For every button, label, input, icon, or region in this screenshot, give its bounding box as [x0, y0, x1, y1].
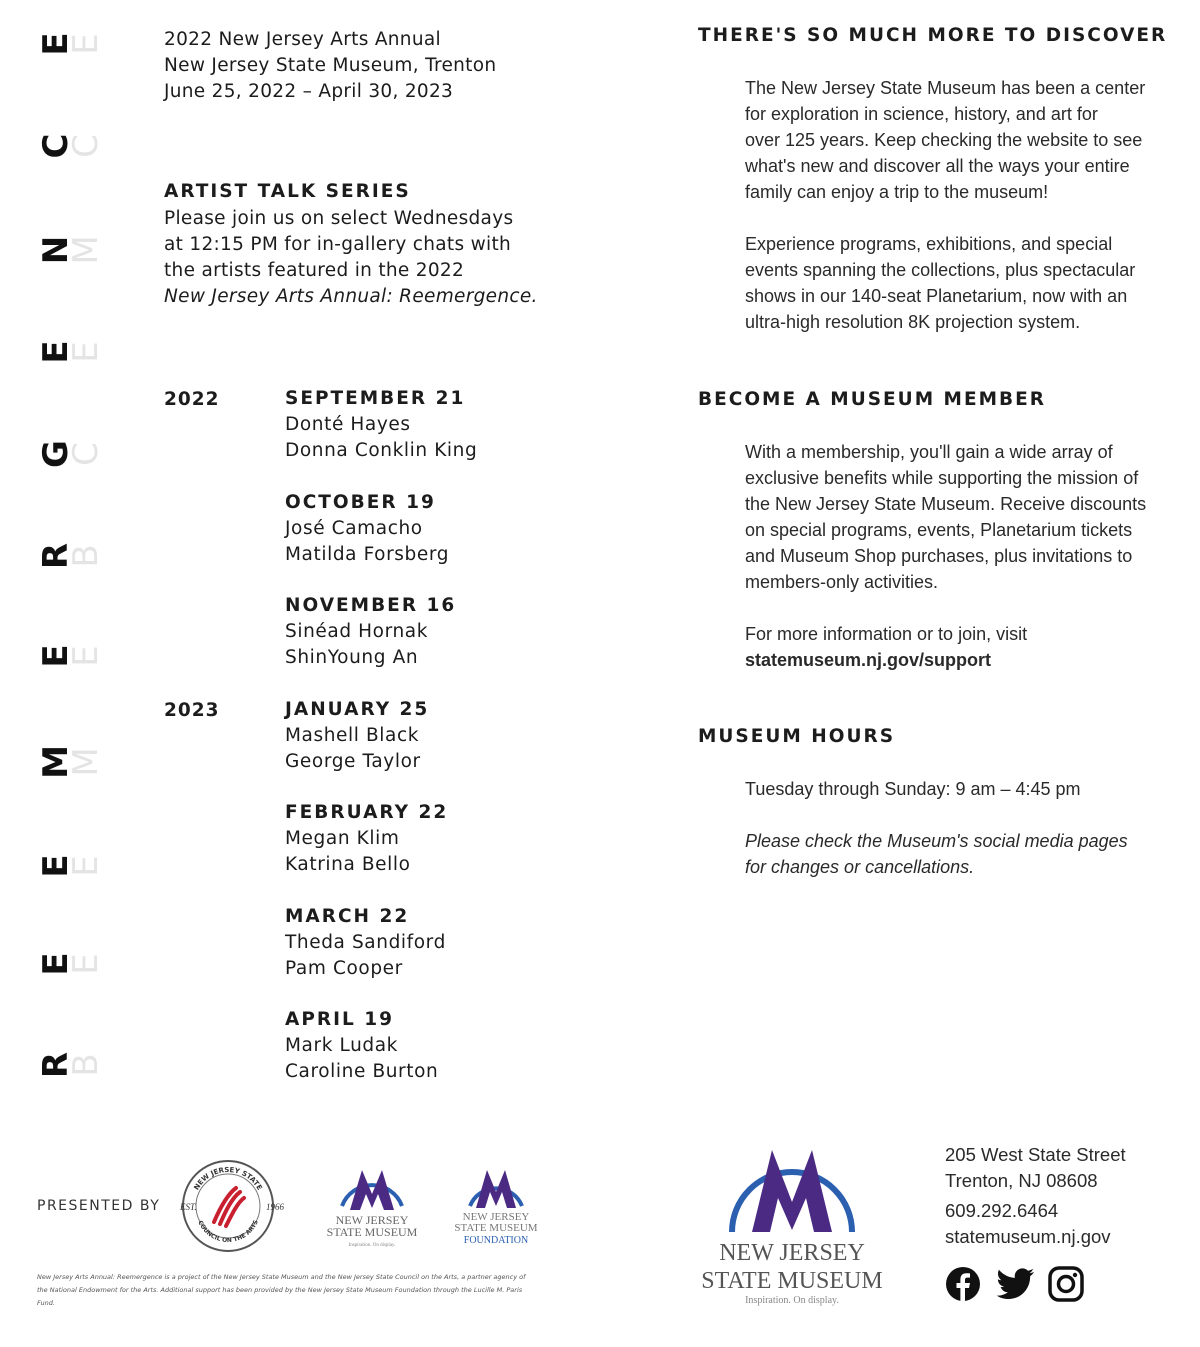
svg-text:NEW JERSEY: NEW JERSEY — [335, 1213, 409, 1227]
hours-text: Tuesday through Sunday: 9 am – 4:45 pm — [745, 779, 1081, 799]
text-line: for changes or cancellations. — [745, 857, 975, 877]
title-letter: E E — [36, 32, 106, 56]
discover-heading: THERE'S SO MUCH MORE TO DISCOVER — [698, 25, 1168, 46]
session-date: JANUARY 25 — [285, 699, 430, 720]
instagram-icon[interactable] — [1048, 1266, 1084, 1302]
council-on-the-arts-logo — [180, 1158, 290, 1254]
svg-text:STATE MUSEUM: STATE MUSEUM — [326, 1225, 418, 1239]
exhibition-dates: June 25, 2022 – April 30, 2023 — [164, 81, 454, 102]
text-line: Please check the Museum's social media pages — [745, 831, 1128, 851]
website-link[interactable]: statemuseum.nj.gov — [945, 1226, 1111, 1247]
session-date: MARCH 22 — [285, 906, 410, 927]
talk-session — [285, 800, 448, 878]
member-info — [745, 621, 1185, 673]
artist-name: George Taylor — [285, 751, 421, 772]
artist-name: Megan Klim — [285, 828, 400, 849]
city-address: Trenton, NJ 08608 — [945, 1170, 1098, 1191]
session-date: FEBRUARY 22 — [285, 802, 449, 823]
facebook-icon[interactable] — [945, 1266, 981, 1302]
nj-state-museum-logo-small — [320, 1164, 424, 1250]
exhibition-venue: New Jersey State Museum, Trenton — [164, 55, 497, 76]
text-line: shows in our 140-seat Planetarium, now with an — [745, 286, 1128, 306]
talk-session — [285, 593, 456, 671]
text-line: With a membership, you'll gain a wide array of — [745, 442, 1113, 462]
talk-session — [285, 386, 477, 464]
text-line: exclusive benefits while supporting the mission of — [745, 468, 1139, 488]
artist-talk-description — [164, 206, 538, 310]
title-letter: M M — [36, 745, 106, 779]
title-letter: E E — [36, 340, 106, 364]
talk-session — [285, 490, 449, 568]
year-label: 2023 — [164, 700, 220, 721]
svg-text:NEW JERSEY: NEW JERSEY — [719, 1240, 865, 1266]
text-line: on special programs, events, Planetarium tickets — [745, 520, 1133, 540]
talk-session — [285, 697, 429, 775]
svg-text:STATE MUSEUM: STATE MUSEUM — [454, 1222, 538, 1234]
hours-heading: MUSEUM HOURS — [698, 726, 896, 747]
svg-text:STATE MUSEUM: STATE MUSEUM — [701, 1268, 883, 1294]
artist-name: Mashell Black — [285, 725, 420, 746]
talk-session — [285, 1007, 438, 1085]
title-letter: G C — [36, 440, 106, 468]
description-line: at 12:15 PM for in-gallery chats with — [164, 234, 512, 255]
text-line: what's new and discover all the ways your entire — [745, 156, 1130, 176]
member-heading: BECOME A MUSEUM MEMBER — [698, 389, 1046, 410]
text-line: family can enjoy a trip to the museum! — [745, 182, 1049, 202]
hours-note — [745, 828, 1185, 880]
svg-text:NEW JERSEY: NEW JERSEY — [462, 1211, 530, 1223]
artist-name: Donté Hayes — [285, 414, 411, 435]
title-letter: R B — [36, 542, 106, 570]
artist-name: ShinYoung An — [285, 647, 419, 668]
text-line: over 125 years. Keep checking the website to see — [745, 130, 1143, 150]
support-link[interactable]: statemuseum.nj.gov/support — [745, 650, 992, 670]
svg-text:Inspiration. On display.: Inspiration. On display. — [745, 1295, 839, 1306]
text-line: ultra-high resolution 8K projection system. — [745, 312, 1081, 332]
text-line: The New Jersey State Museum has been a center — [745, 78, 1146, 98]
text-line: Experience programs, exhibitions, and special — [745, 234, 1113, 254]
svg-text:EST.: EST. — [180, 1202, 197, 1212]
nj-state-museum-foundation-logo — [444, 1164, 548, 1250]
session-date: OCTOBER 19 — [285, 492, 436, 513]
artist-name: Mark Ludak — [285, 1035, 398, 1056]
text-line: for exploration in science, history, and art for — [745, 104, 1098, 124]
description-line: Please join us on select Wednesdays — [164, 208, 514, 229]
session-date: APRIL 19 — [285, 1009, 394, 1030]
svg-text:Inspiration. On display.: Inspiration. On display. — [348, 1243, 396, 1248]
title-letter: C C — [36, 133, 106, 159]
talk-session — [285, 904, 446, 982]
svg-text:1966: 1966 — [266, 1202, 284, 1212]
svg-text:FOUNDATION: FOUNDATION — [463, 1235, 529, 1246]
exhibition-title: 2022 New Jersey Arts Annual — [164, 29, 441, 50]
svg-text:COUNCIL ON THE ARTS: COUNCIL ON THE ARTS — [196, 1219, 260, 1245]
member-paragraph — [745, 439, 1185, 595]
artist-talk-heading: ARTIST TALK SERIES — [164, 181, 411, 202]
artist-name: José Camacho — [285, 518, 423, 539]
street-address: 205 West State Street — [945, 1144, 1126, 1165]
text-line: members-only activities. — [745, 572, 939, 592]
svg-text:NEW JERSEY STATE: NEW JERSEY STATE — [192, 1165, 264, 1192]
title-letter: R B — [36, 1051, 106, 1079]
title-letter: E E — [36, 854, 106, 878]
museum-address — [945, 1142, 1126, 1250]
presented-by-label: PRESENTED BY — [37, 1198, 161, 1214]
artist-name: Sinéad Hornak — [285, 621, 429, 642]
description-line: the artists featured in the 2022 — [164, 260, 465, 281]
artist-name: Theda Sandiford — [285, 932, 446, 953]
text-line: For more information or to join, visit — [745, 624, 1028, 644]
phone-number[interactable]: 609.292.6464 — [945, 1200, 1059, 1221]
session-date: NOVEMBER 16 — [285, 595, 457, 616]
text-line: and Museum Shop purchases, plus invitations to — [745, 546, 1133, 566]
title-letter: E E — [36, 644, 106, 668]
title-letter: E E — [36, 952, 106, 976]
credit-text: New Jersey Arts Annual: Reemergence is a project of the New Jersey State Museum and the New Jersey State Council on the Arts, a partner agency of the National Endowment for the Arts. Additional support has been provided by the New Jersey State Museum Foundation through the Lucille M. Paris Fund. — [37, 1273, 526, 1307]
exhibition-info — [164, 27, 496, 105]
artist-name: Matilda Forsberg — [285, 544, 450, 565]
artist-name: Pam Cooper — [285, 958, 403, 979]
nj-state-museum-logo — [694, 1146, 890, 1310]
artist-name: Caroline Burton — [285, 1061, 439, 1082]
text-line: the New Jersey State Museum. Receive discounts — [745, 494, 1147, 514]
title-letter: N M — [36, 235, 106, 265]
artist-name: Donna Conklin King — [285, 440, 478, 461]
text-line: events spanning the collections, plus spectacular — [745, 260, 1136, 280]
discover-paragraph — [745, 75, 1185, 205]
twitter-icon[interactable] — [995, 1268, 1035, 1302]
discover-paragraph — [745, 231, 1185, 335]
session-date: SEPTEMBER 21 — [285, 388, 466, 409]
year-label: 2022 — [164, 389, 220, 410]
artist-name: Katrina Bello — [285, 854, 411, 875]
description-line: New Jersey Arts Annual: Reemergence. — [164, 286, 538, 307]
